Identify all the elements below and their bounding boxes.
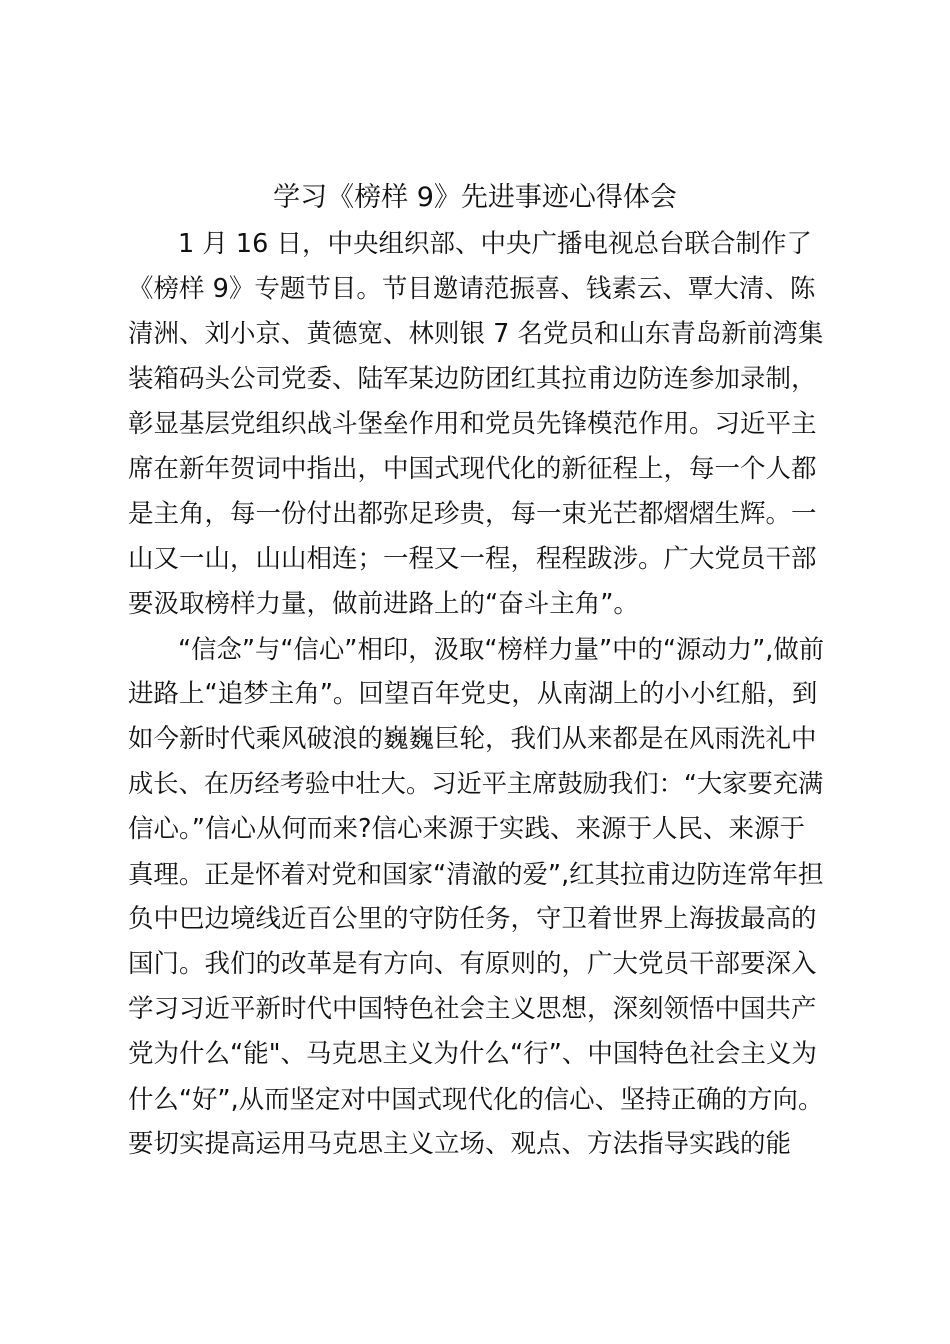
paragraph-1-line-6: 席在新年贺词中指出，中国式现代化的新征程上，每一个人都 <box>128 454 817 484</box>
paragraph-1-line-7: 是主角，每一份付出都弥足珍贵，每一束光芒都熠熠生辉。一 <box>128 499 817 529</box>
paragraph-2-line-3: 如今新时代乘风破浪的巍巍巨轮，我们从来都是在风雨洗礼中 <box>128 724 817 754</box>
paragraph-2-line-10: 党为什么“能"、马克思主义为什么“行”、中国特色社会主义为 <box>128 1039 817 1069</box>
paragraph-2-line-1: “信念”与“信心”相印，汲取“榜样力量”中的“源动力”,做前 <box>178 634 825 664</box>
document-title: 学习《榜样 9》先进事迹心得体会 <box>273 182 677 213</box>
paragraph-2-line-8: 国门。我们的改革是有方向、有原则的，广大党员干部要深入 <box>128 949 817 979</box>
paragraph-1-line-5: 彰显基层党组织战斗堡垒作用和党员先锋模范作用。习近平主 <box>128 409 817 439</box>
paragraph-2-line-9: 学习习近平新时代中国特色社会主义思想，深刻领悟中国共产 <box>128 994 817 1024</box>
paragraph-2-line-4: 成长、在历经考验中壮大。习近平主席鼓励我们：“大家要充满 <box>128 769 824 798</box>
paragraph-2-line-11: 什么“好”,从而坚定对中国式现代化的信心、坚持正确的方向。 <box>128 1084 824 1114</box>
paragraph-2-line-5: 信心。”信心从何而来?信心来源于实践、来源于人民、来源于 <box>128 814 805 844</box>
paragraph-2-line-7: 负中巴边境线近百公里的守防任务，守卫着世界上海拔最高的 <box>128 904 817 934</box>
paragraph-1-line-4: 装箱码头公司党委、陆军某边防团红其拉甫边防连参加录制， <box>128 364 817 394</box>
paragraph-2-line-12: 要切实提高运用马克思主义立场、观点、方法指导实践的能 <box>128 1129 792 1159</box>
paragraph-1-line-3: 清洲、刘小京、黄德宽、林则银 7 名党员和山东青岛新前湾集 <box>128 319 824 349</box>
paragraph-2-line-6: 真理。正是怀着对党和国家“清澈的爱”,红其拉甫边防连常年担 <box>128 859 824 889</box>
paragraph-1-line-9: 要汲取榜样力量，做前进路上的“奋斗主角”。 <box>128 589 639 619</box>
paragraph-1-line-8: 山又一山，山山相连；一程又一程，程程跋涉。广大党员干部 <box>128 544 817 574</box>
paragraph-1-line-1: 1 月 16 日，中央组织部、中央广播电视总台联合制作了 <box>178 229 812 259</box>
paragraph-2-line-2: 进路上“追梦主角”。回望百年党史，从南湖上的小小红船，到 <box>128 679 818 709</box>
paragraph-1-line-2: 《榜样 9》专题节目。节目邀请范振喜、钱素云、覃大清、陈 <box>128 274 816 304</box>
